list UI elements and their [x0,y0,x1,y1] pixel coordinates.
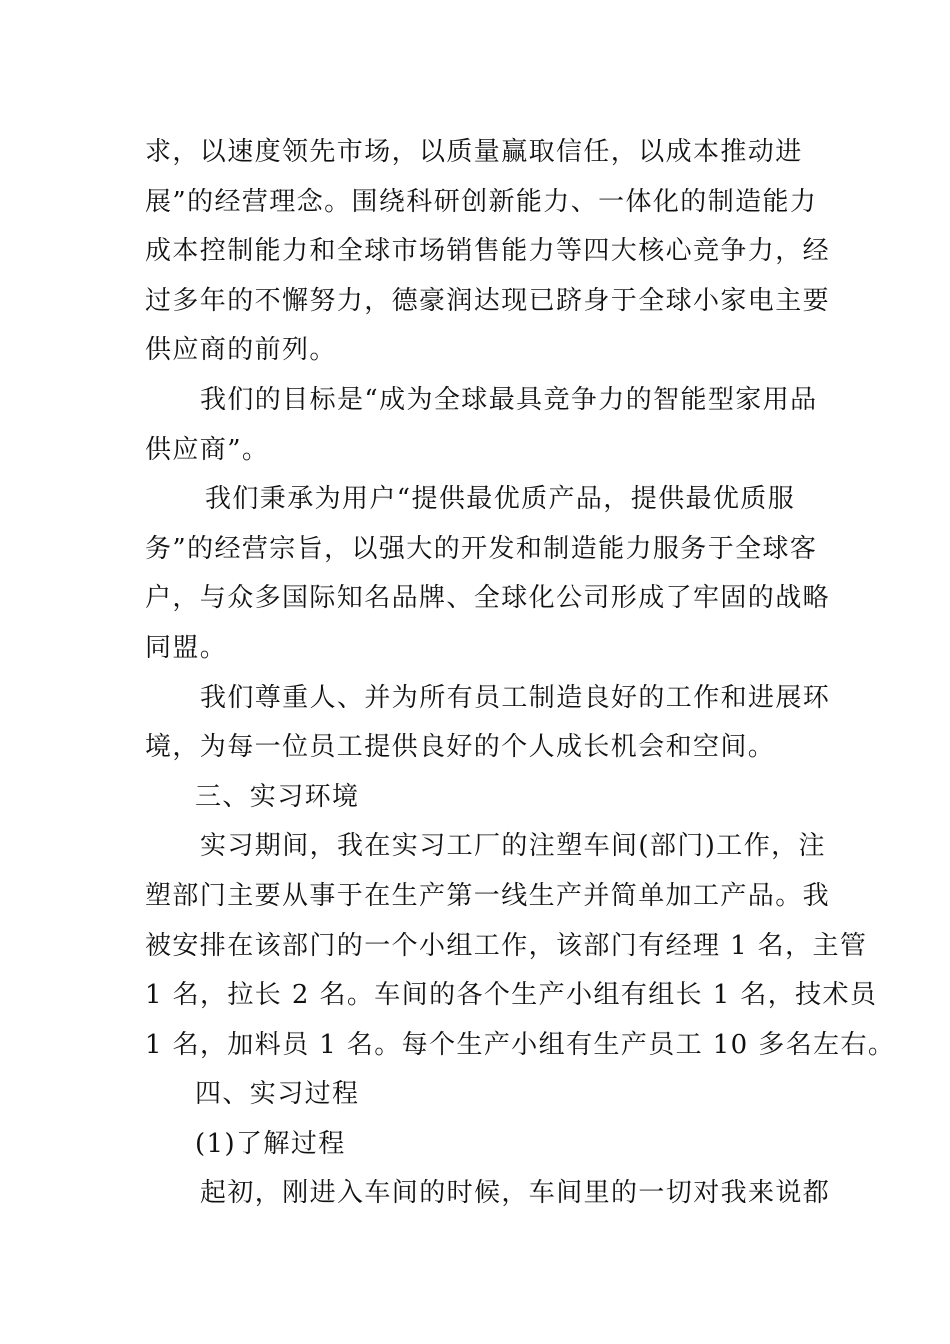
text-line: 供应商的前列。 [145,335,337,366]
paragraph-first-line: 起初，刚进入车间的时候，车间里的一切对我来说都 [200,1178,831,1209]
text-line: 展”的经营理念。围绕科研创新能力、一体化的制造能力 [145,186,818,217]
text-line: 1 名，加料员 1 名。每个生产小组有生产员工 10 多名左右。 [145,1029,896,1060]
paragraph-first-line: 我们秉承为用户“提供最优质产品，提供最优质服 [205,484,796,515]
paragraph-first-line: 我们的目标是“成为全球最具竞争力的智能型家用品 [200,384,818,415]
section-heading: 三、实习环境 [195,781,360,812]
paragraph-first-line: 我们尊重人、并为所有员工制造良好的工作和进展环 [200,682,831,713]
section-heading: 四、实习过程 [195,1079,360,1110]
subsection-heading: (1)了解过程 [195,1128,346,1159]
text-line: 同盟。 [145,632,228,663]
body-text [145,128,896,1219]
text-line: 户，与众多国际知名品牌、全球化公司形成了牢固的战略 [145,583,831,614]
text-line: 求，以速度领先市场，以质量赢取信任，以成本推动进 [145,137,803,167]
text-line: 境，为每一位员工提供良好的个人成长机会和空间。 [145,732,776,763]
text-line: 成本控制能力和全球市场销售能力等四大核心竞争力，经 [145,236,831,267]
text-line: 供应商”。 [145,434,270,465]
text-line: 1 名，拉长 2 名。车间的各个生产小组有组长 1 名，技术员 [145,980,878,1011]
paragraph-first-line: 实习期间，我在实习工厂的注塑车间(部门)工作，注 [200,831,826,862]
text-line: 过多年的不懈努力，德豪润达现已跻身于全球小家电主要 [145,285,831,316]
text-line: 被安排在该部门的一个小组工作，该部门有经理 1 名，主管 [145,930,868,961]
text-line: 塑部门主要从事于在生产第一线生产并简单加工产品。我 [145,880,831,911]
text-line: 务”的经营宗旨，以强大的开发和制造能力服务于全球客 [145,533,818,564]
